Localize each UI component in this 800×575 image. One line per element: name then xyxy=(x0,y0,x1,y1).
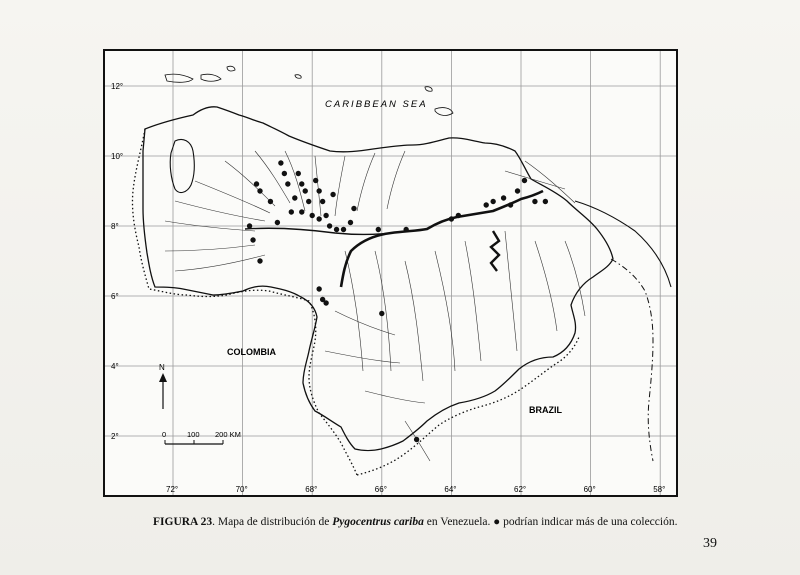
collection-dot xyxy=(334,227,339,232)
collection-dot xyxy=(330,192,335,197)
collection-dot xyxy=(316,286,321,291)
collection-dot xyxy=(257,188,262,193)
collection-dot xyxy=(522,178,527,183)
collection-dot xyxy=(285,181,290,186)
longitude-label: 66° xyxy=(374,485,387,494)
collection-dot xyxy=(275,220,280,225)
longitude-label: 62° xyxy=(514,485,527,494)
caroni-river xyxy=(491,231,499,271)
latitude-label: 8° xyxy=(111,222,119,231)
caption-text-before: . Mapa de distribución de xyxy=(212,516,333,528)
latitude-labels xyxy=(111,82,123,441)
latitude-label: 2° xyxy=(111,432,119,441)
longitude-label: 58° xyxy=(653,485,666,494)
longitude-label: 72° xyxy=(166,485,179,494)
collection-dot xyxy=(484,202,489,207)
latitude-label: 6° xyxy=(111,292,119,301)
species-name: Pygocentrus cariba xyxy=(332,516,424,528)
scale-label-mid: 100 xyxy=(187,430,200,439)
longitude-label: 70° xyxy=(235,485,248,494)
collection-dot xyxy=(254,181,259,186)
collection-dot xyxy=(341,227,346,232)
map-figure xyxy=(103,49,678,497)
caption-text-after: en Venezuela. ● podrían indicar más de una colección. xyxy=(423,516,678,528)
collection-dot xyxy=(348,220,353,225)
collection-dot xyxy=(268,199,273,204)
collection-dot xyxy=(490,199,495,204)
venezuela-outline xyxy=(143,107,613,451)
collection-dot xyxy=(292,195,297,200)
longitude-label: 68° xyxy=(305,485,318,494)
scale-label-end: 200 KM xyxy=(215,430,241,439)
collection-dot xyxy=(313,178,318,183)
figure-caption xyxy=(153,516,677,528)
sea-label: CARIBBEAN SEA xyxy=(325,99,428,110)
longitude-label: 60° xyxy=(583,485,596,494)
latitude-label: 4° xyxy=(111,362,119,371)
figure-label: FIGURA 23 xyxy=(153,516,213,528)
collection-dot xyxy=(250,237,255,242)
collection-dot xyxy=(282,171,287,176)
latitude-label: 12° xyxy=(111,82,124,91)
apure-river xyxy=(245,228,391,234)
longitude-labels xyxy=(166,485,665,494)
guyana-border xyxy=(611,259,653,461)
collection-dot xyxy=(278,160,283,165)
collection-dot xyxy=(379,311,384,316)
scale-label-zero: 0 xyxy=(162,430,167,439)
collection-dot xyxy=(449,216,454,221)
north-arrow xyxy=(159,363,167,409)
country-label-brazil: BRAZIL xyxy=(529,405,562,415)
collection-dot xyxy=(296,171,301,176)
collection-dot xyxy=(376,227,381,232)
distribution-dots xyxy=(247,160,548,442)
map-canvas xyxy=(105,51,678,497)
collection-dot xyxy=(316,216,321,221)
collection-dot xyxy=(316,188,321,193)
collection-dot xyxy=(303,188,308,193)
collection-dot xyxy=(414,437,419,442)
latitude-label: 10° xyxy=(111,152,124,161)
page-number: 39 xyxy=(703,536,717,551)
scale-bar xyxy=(162,430,241,444)
collection-dot xyxy=(299,181,304,186)
coast-east xyxy=(575,201,671,287)
collection-dot xyxy=(543,199,548,204)
collection-dot xyxy=(310,213,315,218)
longitude-label: 64° xyxy=(444,485,457,494)
collection-dot xyxy=(327,223,332,228)
collection-dot xyxy=(323,300,328,305)
collection-dot xyxy=(320,199,325,204)
collection-dot xyxy=(247,223,252,228)
collection-dot xyxy=(403,227,408,232)
collection-dot xyxy=(299,209,304,214)
collection-dot xyxy=(351,206,356,211)
collection-dot xyxy=(306,199,311,204)
collection-dot xyxy=(501,195,506,200)
collection-dot xyxy=(532,199,537,204)
collection-dot xyxy=(323,213,328,218)
collection-dot xyxy=(456,213,461,218)
country-label-colombia: COLOMBIA xyxy=(227,347,276,357)
north-label: N xyxy=(159,363,165,372)
collection-dot xyxy=(257,258,262,263)
collection-dot xyxy=(508,202,513,207)
collection-dot xyxy=(289,209,294,214)
collection-dot xyxy=(515,188,520,193)
lake-maracaibo xyxy=(170,139,194,192)
